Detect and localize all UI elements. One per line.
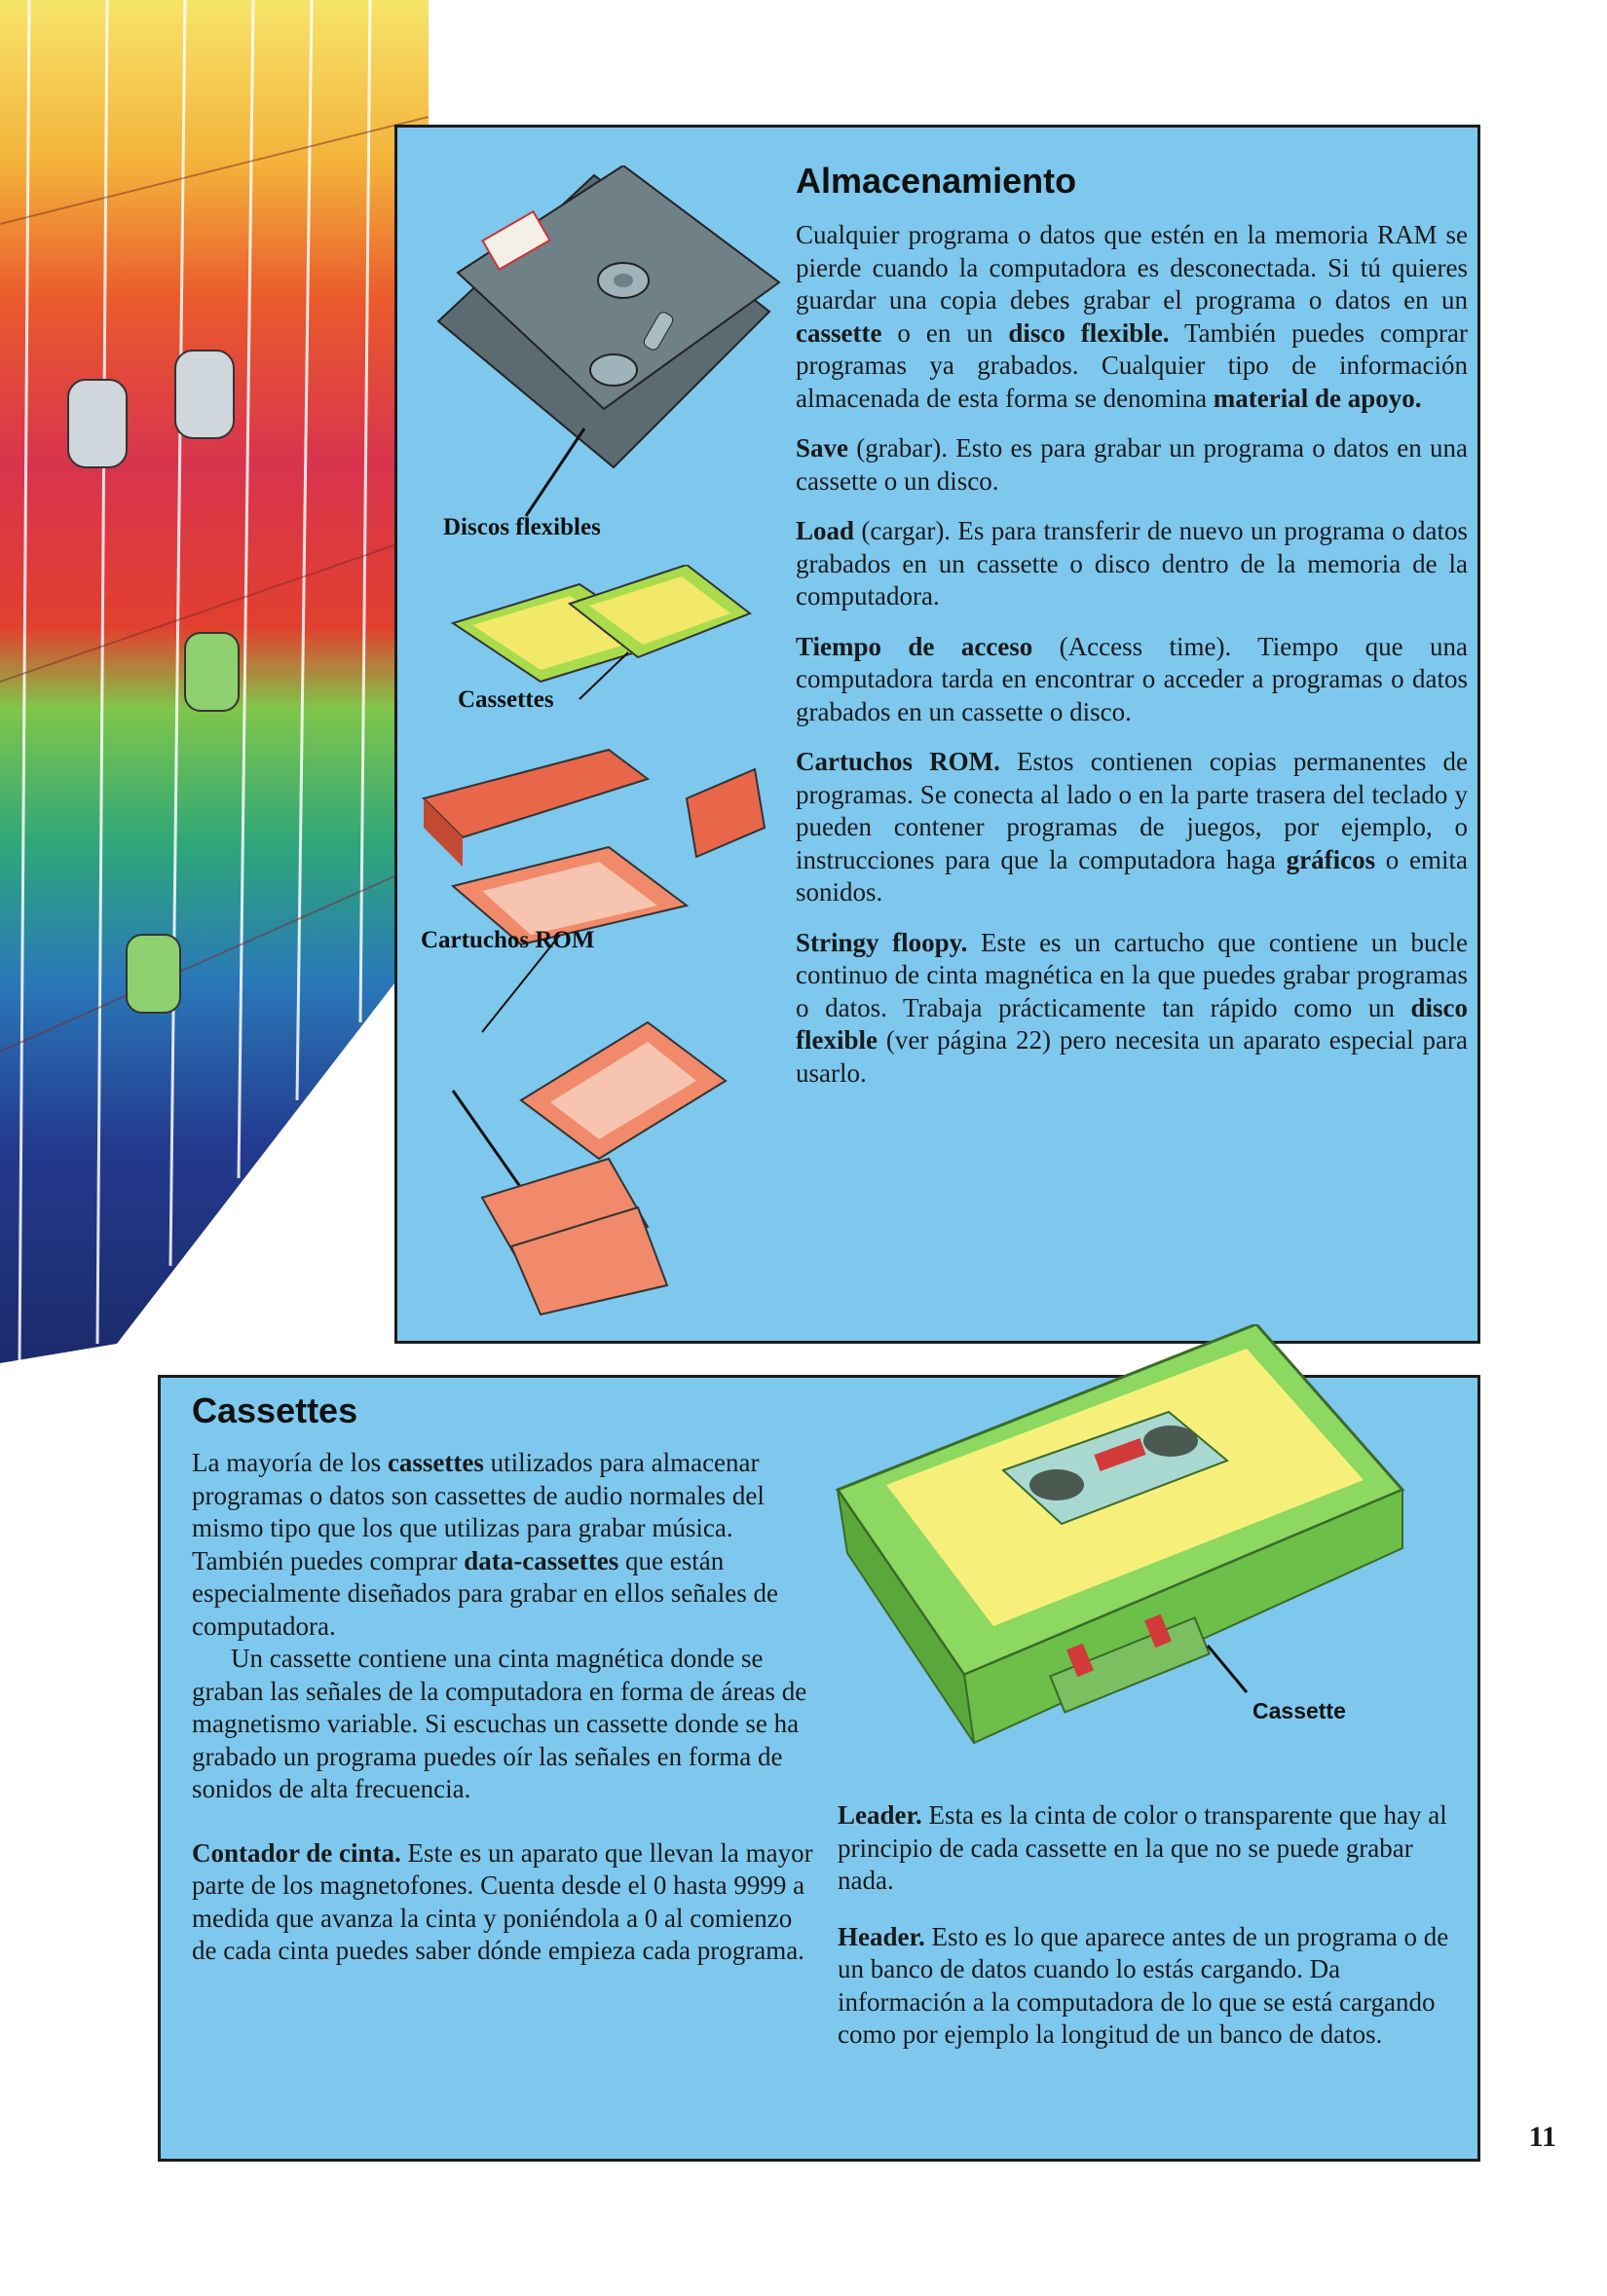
almacenamiento-text [796,161,1468,1107]
term-contador-de-cinta: Contador de cinta. Este es un aparato que llevan la mayor parte de los magnetofones. Cuenta desde el 0 hasta 9999 a medida que avanza la cinta y poniéndola a 0 al comienzo de cada cinta puedes saber dónde empieza cada programa. [192,1837,813,1965]
term-tiempo-de-acceso: Tiempo de acceso (Access time). Tiempo que una computadora tarda en encontrar o acceder a programas o datos grabados en un cassette o disco. [796,631,1468,726]
term-stringy-floopy: Stringy floopy. Este es un cartucho que contiene un bucle continuo de cinta magnética en la que puedes grabar programas o datos. Trabaja prácticamente tan rápido como un disco flexible (ver página 22) pero necesita un aparato especial para usarlo. [796,927,1468,1088]
cassettes-title: Cassettes [192,1390,358,1430]
term-load: Load (cargar). Es para transferir de nuevo un programa o datos grabados en un cassette o disco dentro de la memoria de la computadora. [796,516,1468,611]
cassettes-paragraph-2: Un cassette contiene una cinta magnética donde se graban las señales de la computadora en forma de áreas de magnetismo variable. Si escuchas un cassette donde se ha grabado un programa puedes oír las señales en forma de sonidos de alta frecuencia. [192,1644,807,1803]
floppy-disks-illustration [419,166,789,526]
cassettes-paragraph-1: La mayoría de los cassettes utilizados para almacenar programas o datos son cassettes de audio normales del mismo tipo que los que utilizas para grabar música. También puedes comprar data-cassettes que están especialmente diseñados para grabar en ellos señales de computadora. [192,1448,778,1641]
term-header: Header. Esto es lo que aparece antes de un programa o de un banco de datos cuando lo estás cargando. Da información a la computadora de lo que se está cargando como por ejemplo la longitud de un banco de datos. [838,1921,1449,2049]
rom-cartridges-illustration [414,740,784,1324]
almacenamiento-intro: Cualquier programa o datos que estén en la memoria RAM se pierde cuando la computadora es desconectada. Si tú quieres guardar una copia debes grabar el programa o datos en un cassette o en un disco flexible. También puedes comprar programas ya grabados. Cualquier tipo de información almacenada de esta forma se denomina material de apoyo. [796,220,1468,413]
caption-cassette: Cassette [1252,1698,1346,1723]
cassette-illustration [818,1324,1412,1753]
small-cassettes-illustration [433,565,755,701]
cassettes-text [192,1383,820,1968]
caption-cartuchos-rom: Cartuchos ROM [421,927,595,953]
rainbow-robots-illustration [0,0,448,1383]
cassettes-terms-right [838,1799,1461,2075]
almacenamiento-title: Almacenamiento [796,161,1077,201]
caption-discos-flexibles: Discos flexibles [443,514,601,540]
caption-cassettes: Cassettes [458,686,554,713]
term-cartuchos-rom: Cartuchos ROM. Estos contienen copias permanentes de programas. Se conecta al lado o en la parte trasera del teclado y pueden contener programas de juegos, por ejemplo, o instrucciones para que la computadora haga gráficos o emita sonidos. [796,747,1468,907]
term-save: Save (grabar). Esto es para grabar un programa o datos en una cassette o un disco. [796,433,1468,496]
page-number: 11 [1528,2121,1556,2153]
term-leader: Leader. Esta es la cinta de color o transparente que hay al principio de cada cassette en la que no se puede grabar nada. [838,1800,1447,1895]
